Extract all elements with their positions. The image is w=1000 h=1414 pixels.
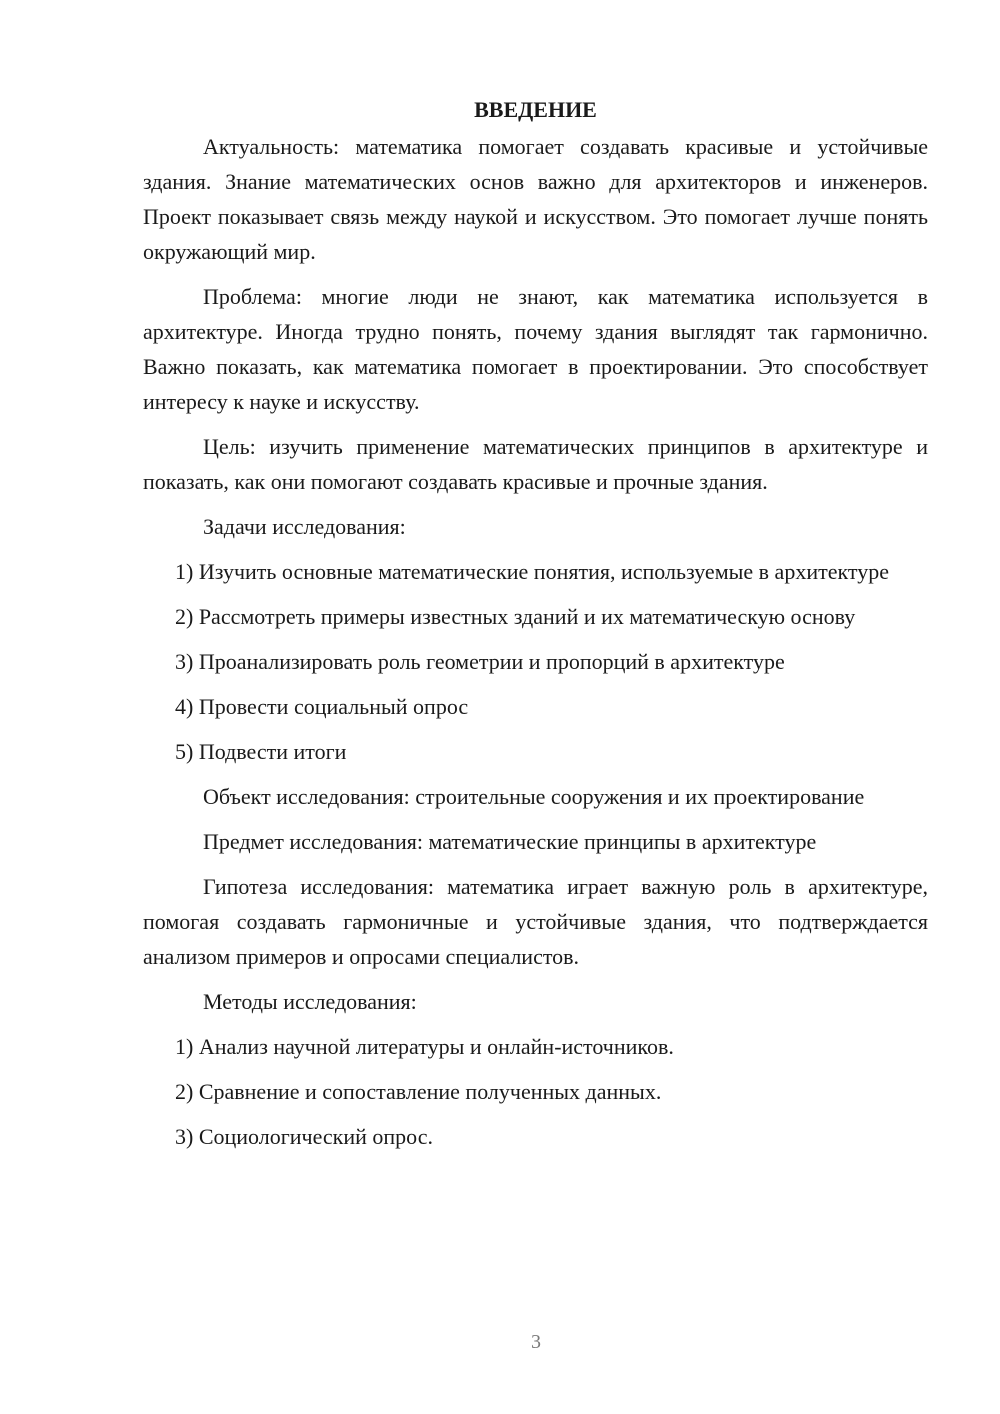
task-item: 3) Проанализировать роль геометрии и пропорций в архитектуре [175,649,785,674]
problem-paragraph: Проблема: многие люди не знают, как математика используется в архитектуре. Иногда трудно понять, почему здания выглядят так гармонично. Важно показать, как математика помогает в проектировании. Это способствует интересу к науке и искусству. [143,284,928,414]
task-item: 1) Изучить основные математические понятия, используемые в архитектуре [175,559,889,584]
methods-heading: Методы исследования: [203,989,417,1014]
tasks-heading: Задачи исследования: [203,514,406,539]
page-title: ВВЕДЕНИЕ [474,97,597,122]
subject-paragraph: Предмет исследования: математические принципы в архитектуре [203,829,817,854]
relevance-paragraph: Актуальность: математика помогает создавать красивые и устойчивые здания. Знание математических основ важно для архитекторов и инженеров. Проект показывает связь между наукой и искусством. Это помогает лучше понять окружающий мир. [143,134,928,264]
task-item: 2) Рассмотреть примеры известных зданий и их математическую основу [175,604,856,629]
object-paragraph: Объект исследования: строительные сооружения и их проектирование [203,784,865,809]
task-item: 4) Провести социальный опрос [175,694,469,719]
page-number: 3 [531,1331,541,1353]
method-item: 3) Социологический опрос. [175,1124,433,1149]
task-item: 5) Подвести итоги [175,739,347,764]
document-page [143,92,928,1164]
method-item: 2) Сравнение и сопоставление полученных данных. [175,1079,662,1104]
method-item: 1) Анализ научной литературы и онлайн-источников. [175,1034,674,1059]
goal-paragraph: Цель: изучить применение математических принципов в архитектуре и показать, как они помогают создавать красивые и прочные здания. [143,434,928,494]
hypothesis-paragraph: Гипотеза исследования: математика играет важную роль в архитектуре, помогая создавать гармоничные и устойчивые здания, что подтверждается анализом примеров и опросами специалистов. [143,874,928,969]
